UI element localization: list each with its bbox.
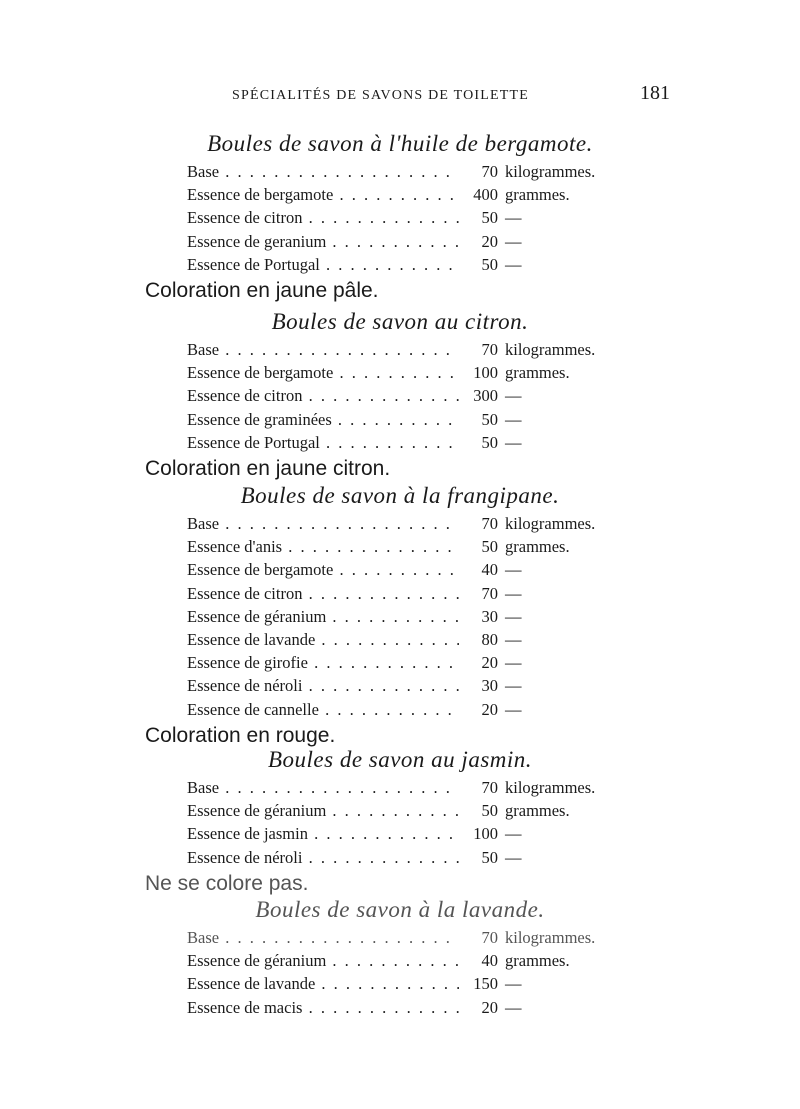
- ingredient-quantity: 20: [481, 699, 498, 719]
- ingredient-name: Essence de lavande . . .: [187, 972, 459, 995]
- ingredient-name: Essence de geranium . . .: [187, 230, 459, 253]
- ingredient-row: [0, 512, 800, 535]
- ingredient-unit: —: [505, 583, 522, 603]
- ingredient-quantity: 100: [473, 824, 498, 844]
- ingredient-row: [0, 408, 800, 431]
- recipe-title: Boules de savon au jasmin.: [267, 747, 533, 772]
- ingredient-quantity: 40: [481, 951, 498, 971]
- recipe-jasmin: [0, 744, 800, 899]
- ingredient-row: [0, 926, 800, 949]
- ingredient-unit: grammes.: [505, 363, 570, 383]
- ingredient-row: [0, 558, 800, 581]
- ingredient-unit: kilogrammes.: [505, 928, 596, 947]
- ingredient-row: [0, 674, 800, 697]
- ingredient-row: [0, 799, 800, 822]
- ingredient-row: [0, 183, 800, 206]
- ingredient-quantity: 50: [481, 432, 498, 452]
- ingredient-name: Essence de bergamote . . .: [187, 183, 459, 206]
- recipe-citron: [0, 306, 800, 484]
- ingredient-row: [0, 206, 800, 229]
- page-number: 181: [640, 82, 670, 104]
- coloration-note: Ne se colore pas.: [145, 871, 309, 895]
- ingredient-name: Essence de géranium . . .: [187, 799, 459, 822]
- ingredient-quantity: 50: [481, 847, 498, 867]
- ingredient-quantity: 70: [481, 514, 498, 533]
- ingredient-unit: —: [505, 629, 522, 649]
- ingredient-row: [0, 384, 800, 407]
- recipe-title: Boules de savon à l'huile de bergamote.: [207, 131, 593, 156]
- ingredient-name: Base . . .: [187, 160, 459, 183]
- ingredient-name: Base . . .: [187, 512, 459, 535]
- ingredient-quantity: 30: [481, 606, 498, 626]
- ingredient-name: Essence de bergamote . . .: [187, 558, 459, 581]
- ingredient-quantity: 70: [481, 778, 498, 797]
- recipe-bergamote: [0, 128, 800, 306]
- ingredient-quantity: 50: [481, 254, 498, 274]
- recipe-title: Boules de savon au citron.: [271, 309, 529, 334]
- ingredient-name: Essence de néroli . . .: [187, 846, 459, 869]
- ingredient-quantity: 50: [481, 537, 498, 557]
- ingredient-unit: kilogrammes.: [505, 778, 596, 797]
- ingredient-row: [0, 698, 800, 721]
- coloration-note: Coloration en jaune pâle.: [145, 278, 379, 302]
- running-title: SPÉCIALITÉS DE SAVONS DE TOILETTE: [232, 88, 530, 103]
- ingredient-quantity: 20: [481, 653, 498, 673]
- coloration-note: Coloration en jaune citron.: [145, 456, 391, 480]
- ingredient-row: [0, 253, 800, 276]
- ingredient-row: [0, 651, 800, 674]
- ingredient-row: [0, 361, 800, 384]
- ingredient-unit: —: [505, 676, 522, 696]
- ingredient-name: Essence de lavande . . .: [187, 628, 459, 651]
- ingredient-name: Base . . .: [187, 338, 459, 361]
- ingredient-quantity: 80: [481, 629, 498, 649]
- ingredient-row: [0, 338, 800, 361]
- ingredient-name: Essence de néroli . . .: [187, 674, 459, 697]
- ingredient-unit: —: [505, 560, 522, 580]
- ingredient-row: [0, 160, 800, 183]
- ingredient-unit: —: [505, 386, 522, 406]
- ingredient-quantity: 70: [481, 340, 498, 359]
- ingredient-unit: kilogrammes.: [505, 514, 596, 533]
- ingredient-name: Essence de bergamote . . .: [187, 361, 459, 384]
- ingredient-unit: grammes.: [505, 801, 570, 821]
- recipe-title: Boules de savon à la frangipane.: [240, 483, 560, 508]
- ingredient-unit: —: [505, 974, 522, 994]
- ingredient-name: Base . . .: [187, 926, 459, 949]
- ingredient-row: [0, 822, 800, 845]
- ingredient-quantity: 100: [473, 363, 498, 383]
- ingredient-unit: —: [505, 409, 522, 429]
- ingredient-row: [0, 949, 800, 972]
- ingredient-quantity: 70: [481, 162, 498, 181]
- ingredient-name: Essence de macis . . .: [187, 996, 459, 1019]
- ingredient-name: Essence de Portugal . . .: [187, 253, 459, 276]
- recipe-frangipane: [0, 480, 800, 751]
- ingredient-name: Base . . .: [187, 776, 459, 799]
- ingredient-unit: grammes.: [505, 951, 570, 971]
- ingredient-row: [0, 582, 800, 605]
- ingredient-name: Essence de géranium . . .: [187, 949, 459, 972]
- ingredient-quantity: 50: [481, 208, 498, 228]
- ingredient-unit: grammes.: [505, 185, 570, 205]
- ingredient-unit: —: [505, 653, 522, 673]
- ingredient-quantity: 30: [481, 676, 498, 696]
- ingredient-unit: —: [505, 606, 522, 626]
- ingredient-name: Essence de girofie . . .: [187, 651, 459, 674]
- ingredient-unit: —: [505, 997, 522, 1017]
- ingredient-name: Essence de jasmin . . .: [187, 822, 459, 845]
- ingredient-unit: —: [505, 699, 522, 719]
- ingredient-name: Essence d'anis . . .: [187, 535, 459, 558]
- ingredient-unit: —: [505, 208, 522, 228]
- ingredient-row: [0, 230, 800, 253]
- ingredient-quantity: 20: [481, 231, 498, 251]
- ingredient-quantity: 40: [481, 560, 498, 580]
- ingredient-row: [0, 846, 800, 869]
- ingredient-row: [0, 535, 800, 558]
- recipe-lavande: [0, 894, 800, 1019]
- ingredient-quantity: 400: [473, 185, 498, 205]
- ingredient-quantity: 50: [481, 801, 498, 821]
- ingredient-row: [0, 776, 800, 799]
- ingredient-unit: kilogrammes.: [505, 162, 596, 181]
- ingredient-unit: —: [505, 847, 522, 867]
- ingredient-quantity: 300: [473, 386, 498, 406]
- ingredient-row: [0, 628, 800, 651]
- ingredient-name: Essence de graminées . . .: [187, 408, 459, 431]
- ingredient-quantity: 150: [473, 974, 498, 994]
- recipe-title: Boules de savon à la lavande.: [255, 897, 545, 922]
- coloration-note: Coloration en rouge.: [145, 723, 336, 747]
- ingredient-quantity: 70: [481, 583, 498, 603]
- ingredient-unit: —: [505, 254, 522, 274]
- ingredient-unit: —: [505, 824, 522, 844]
- ingredient-name: Essence de cannelle . . .: [187, 698, 459, 721]
- ingredient-row: [0, 996, 800, 1019]
- ingredient-unit: —: [505, 231, 522, 251]
- ingredient-name: Essence de géranium . . .: [187, 605, 459, 628]
- ingredient-name: Essence de citron . . .: [187, 384, 459, 407]
- ingredient-quantity: 70: [481, 928, 498, 947]
- ingredient-name: Essence de citron . . .: [187, 582, 459, 605]
- ingredient-unit: kilogrammes.: [505, 340, 596, 359]
- ingredient-quantity: 50: [481, 409, 498, 429]
- ingredient-row: [0, 431, 800, 454]
- ingredient-name: Essence de citron . . .: [187, 206, 459, 229]
- ingredient-row: [0, 605, 800, 628]
- ingredient-unit: —: [505, 432, 522, 452]
- ingredient-name: Essence de Portugal . . .: [187, 431, 459, 454]
- ingredient-unit: grammes.: [505, 537, 570, 557]
- ingredient-quantity: 20: [481, 997, 498, 1017]
- ingredient-row: [0, 972, 800, 995]
